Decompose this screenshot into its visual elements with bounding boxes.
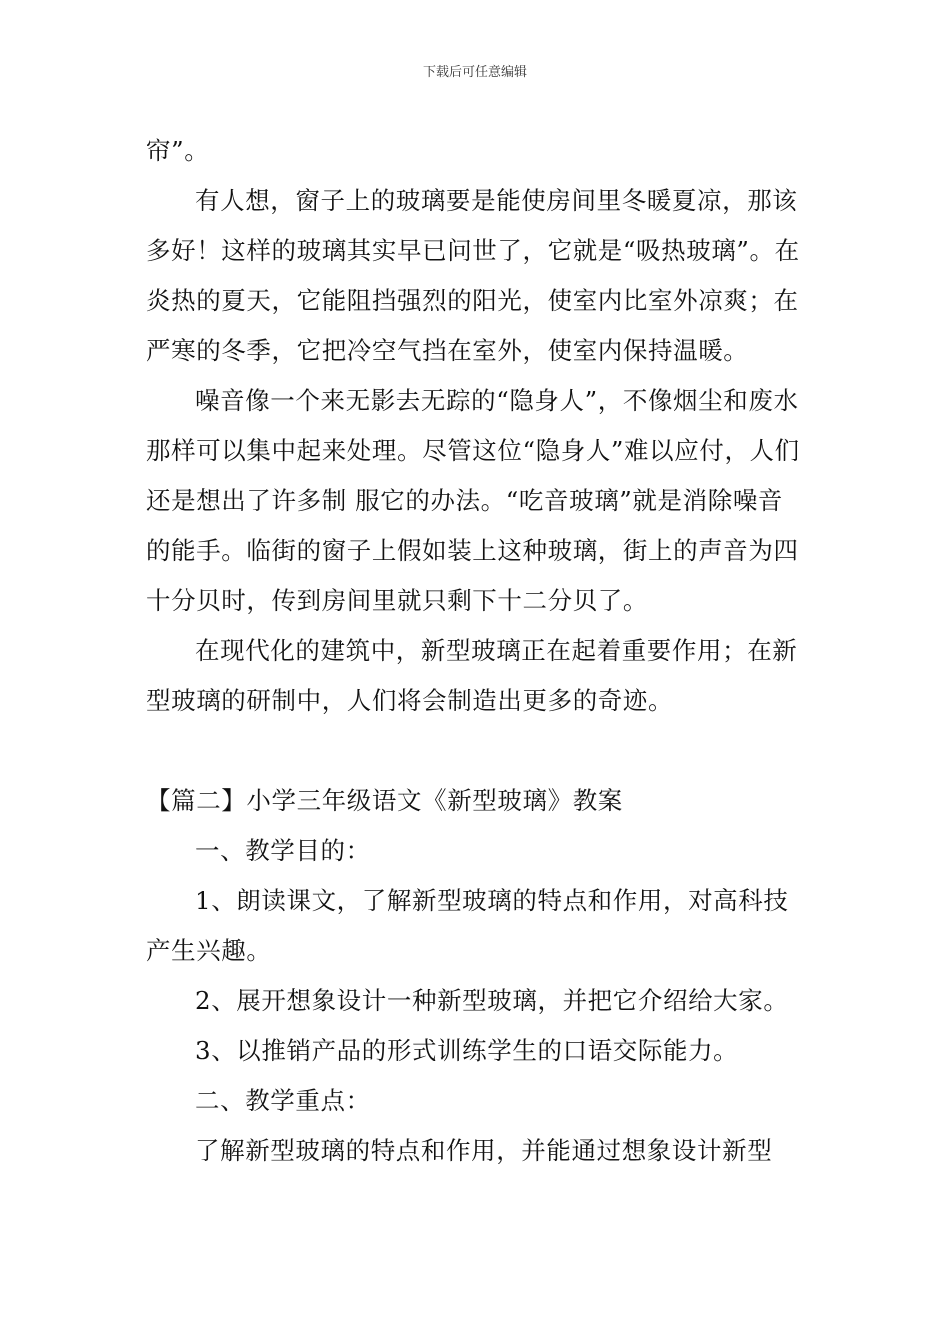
document-body [146,126,808,1176]
subheading-teaching-focus: 二、教学重点： [195,1086,371,1115]
goal-item-3: 3、以推销产品的形式训练学生的口语交际能力。 [195,1036,739,1065]
focus-text: 了解新型玻璃的特点和作用，并能通过想象设计新型 [195,1136,773,1165]
paragraph-heat-absorbing-glass: 有人想，窗子上的玻璃要是能使房间里冬暖夏凉，那该多好！这样的玻璃其实早已问世了，它就是“吸热玻璃”。在炎热的夏天，它能阻挡强烈的阳光，使室内比室外凉爽；在严寒的冬季，它把冷空气挡在室外，使室内保持温暖。 [146,186,800,365]
paragraph-conclusion: 在现代化的建筑中，新型玻璃正在起着重要作用；在新型玻璃的研制中，人们将会制造出更多的奇迹。 [146,636,798,715]
section-heading: 【篇二】小学三年级语文《新型玻璃》教案 [146,786,623,815]
section-gap [146,726,808,776]
goal-item-2: 2、展开想象设计一种新型玻璃，并把它介绍给大家。 [195,986,789,1015]
goal-item-1: 1、朗读课文，了解新型玻璃的特点和作用，对高科技产生兴趣。 [146,886,789,965]
paragraph-sound-absorbing-glass: 噪音像一个来无影去无踪的“隐身人”，不像烟尘和废水那样可以集中起来处理。尽管这位“隐身人”难以应付，人们还是想出了许多制 服它的办法。“吃音玻璃”就是消除噪音的能手。临街的窗子上假如装上这种玻璃，街上的声音为四十分贝时，传到房间里就只剩下十二分贝了。 [146,386,800,615]
paragraph-continuation: 帘”。 [146,136,210,165]
subheading-teaching-goals: 一、教学目的： [195,836,371,865]
page-header: 下载后可任意编辑 [422,65,527,80]
